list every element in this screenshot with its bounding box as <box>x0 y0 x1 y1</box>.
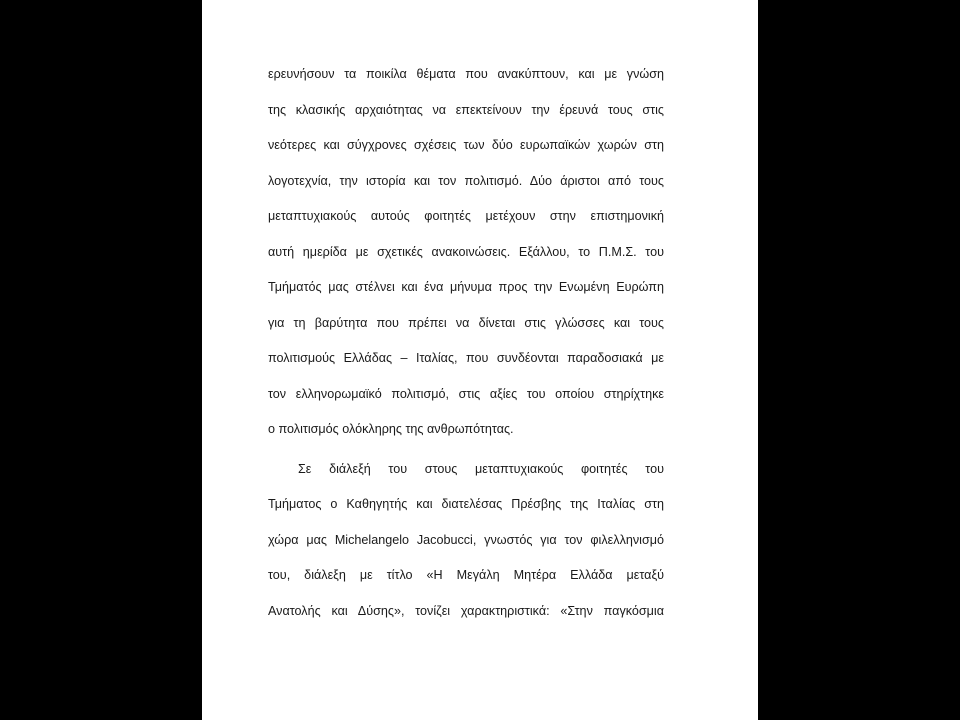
paragraph-1 <box>268 57 664 448</box>
text-line: της κλασικής αρχαιότητας να επεκτείνουν την έρευνά τους στις <box>268 102 664 117</box>
text-line: του, διάλεξη με τίτλο «Η Μεγάλη Μητέρα Ελλάδα μεταξύ <box>268 568 664 582</box>
text-line: πολιτισμούς Ελλάδας – Ιταλίας, που συνδέονται παραδοσιακά με <box>268 351 664 365</box>
text-line: λογοτεχνία, την ιστορία και τον πολιτισμό. Δύο άριστοι από τους <box>268 173 664 188</box>
text-line: Τμήματος ο Καθηγητής και διατελέσας Πρέσβης της Ιταλίας στη <box>268 497 664 511</box>
text-line: Σε διάλεξή του στους μεταπτυχιακούς φοιτητές του <box>298 461 664 476</box>
body-text <box>268 57 664 629</box>
text-line: Ανατολής και Δύσης», τονίζει χαρακτηριστικά: «Στην παγκόσμια <box>268 603 664 618</box>
text-line: τον ελληνορωμαϊκό πολιτισμό, στις αξίες του οποίου στηρίχτηκε <box>268 386 664 401</box>
text-line: για τη βαρύτητα που πρέπει να δίνεται στις γλώσσες και τους <box>268 315 664 330</box>
paragraph-2 <box>268 452 664 630</box>
text-line: μεταπτυχιακούς αυτούς φοιτητές μετέχουν στην επιστημονική <box>268 209 664 223</box>
text-line: νεότερες και σύγχρονες σχέσεις των δύο ευρωπαϊκών χωρών στη <box>268 138 664 152</box>
text-line: ερευνήσουν τα ποικίλα θέματα που ανακύπτουν, και με γνώση <box>268 67 664 81</box>
document-page <box>202 0 758 720</box>
text-line: ο πολιτισμός ολόκληρης της ανθρωπότητας. <box>268 422 514 436</box>
text-line: Τμήματός μας στέλνει και ένα μήνυμα προς την Ενωμένη Ευρώπη <box>268 280 664 294</box>
text-line: χώρα μας Michelangelo Jacobucci, γνωστός για τον φιλελληνισμό <box>268 532 664 547</box>
text-line: αυτή ημερίδα με σχετικές ανακοινώσεις. Εξάλλου, το Π.Μ.Σ. του <box>268 244 664 259</box>
